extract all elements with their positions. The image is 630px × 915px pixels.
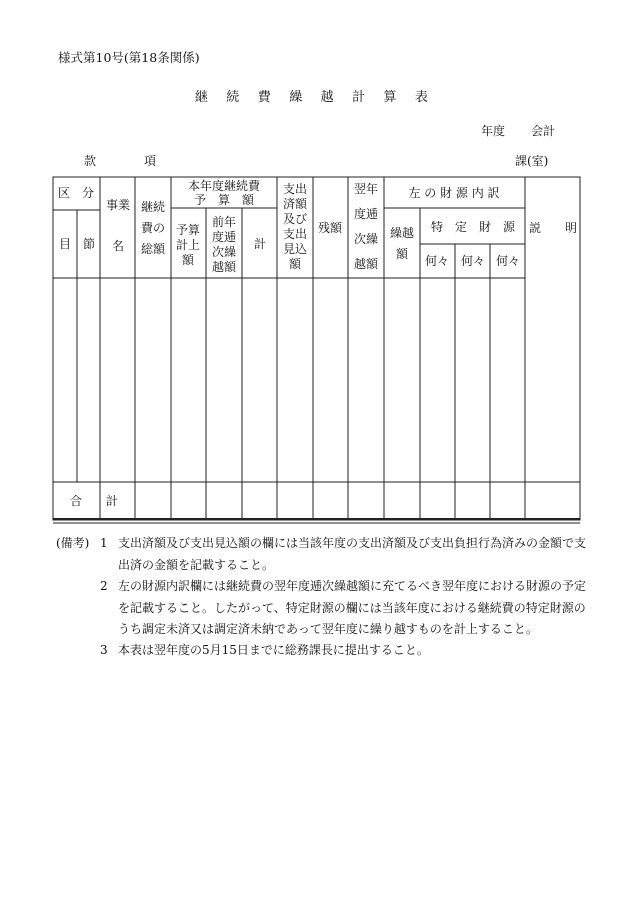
- keizoku-header-2: 費の: [140, 221, 166, 235]
- shishutsu-1: 支出: [282, 182, 308, 196]
- note-text: 左の財源内訳欄には継続費の翌年度逓次繰越額に充てるべき翌年度における財源の予定を記載すること。したがって、特定財源の欄には当該年度における継続費の特定財源のうち調定未済又は調定済未納であって翌年度に繰り越すものを計上すること。: [118, 579, 587, 636]
- tokutei-zaigen-header: 特 定 財 源: [430, 220, 516, 234]
- note-item: [56, 640, 596, 662]
- kei-header: 計: [253, 237, 267, 251]
- kou-label: 項: [144, 154, 157, 168]
- shishutsu-2: 済額: [282, 197, 308, 211]
- nani-2: 何々: [460, 254, 486, 268]
- yokunendo-2: 度逓: [353, 207, 379, 221]
- kurikoshi-2: 額: [395, 247, 409, 261]
- notes-section: [56, 533, 596, 662]
- department-label: 課(室): [515, 154, 549, 168]
- zennendo-2: 度逓: [211, 230, 237, 244]
- zennendo-3: 次繰: [211, 245, 237, 259]
- yokunendo-3: 次繰: [353, 232, 379, 246]
- zangaku-header: 残額: [317, 221, 343, 235]
- document-title: 継 続 費 繰 越 計 算 表: [194, 90, 436, 105]
- zennendo-4: 越額: [211, 260, 237, 274]
- honnendo-header-2: 予 算 額: [193, 193, 255, 207]
- kan-label: 款: [84, 154, 97, 168]
- jigyou-header-1: 事業: [105, 198, 131, 212]
- note-number: 2: [100, 579, 108, 593]
- note-number: 1: [100, 536, 108, 550]
- honnendo-header-1: 本年度継続費: [187, 179, 261, 193]
- account-label: 会計: [531, 124, 556, 138]
- yosan-keijo-3: 額: [181, 253, 195, 267]
- nani-3: 何々: [495, 254, 521, 268]
- note-text: 支出済額及び支出見込額の欄には当該年度の支出済額及び支出負担行為済みの金額で支出済の金額を記載すること。: [118, 536, 587, 572]
- shishutsu-5: 見込: [282, 242, 308, 256]
- note-item: [56, 576, 596, 640]
- moku-header: 目: [58, 237, 72, 251]
- note-item: [56, 533, 596, 576]
- yokunendo-4: 越額: [353, 257, 379, 271]
- yosan-keijo-1: 予算: [175, 223, 201, 237]
- shishutsu-6: 額: [288, 257, 302, 271]
- setsumei-header: 説 明: [528, 221, 578, 235]
- shishutsu-4: 支出: [282, 227, 308, 241]
- zennendo-1: 前年: [211, 215, 237, 229]
- goukei-label: 合 計: [69, 494, 119, 508]
- note-text: 本表は翌年度の5月15日までに総務課長に提出すること。: [118, 643, 429, 657]
- kurikoshi-1: 繰越: [389, 226, 415, 240]
- zaigen-uchiwake-header: 左 の 財 源 内 訳: [408, 186, 500, 200]
- notes-label: (備考): [56, 536, 90, 550]
- form-label: 様式第10号(第18条関係): [58, 50, 200, 65]
- yosan-keijo-2: 計上: [175, 238, 201, 252]
- note-number: 3: [100, 643, 108, 657]
- keizoku-header-3: 総額: [140, 242, 166, 256]
- fiscal-year-label: 年度: [481, 124, 506, 138]
- nani-1: 何々: [424, 254, 450, 268]
- yokunendo-1: 翌年: [353, 182, 379, 196]
- kubun-header: 区 分: [57, 186, 95, 200]
- keizoku-header-1: 継続: [140, 200, 166, 214]
- shishutsu-3: 及び: [282, 212, 308, 226]
- setsu-header: 節: [82, 237, 96, 251]
- jigyou-header-2: 名: [111, 239, 125, 253]
